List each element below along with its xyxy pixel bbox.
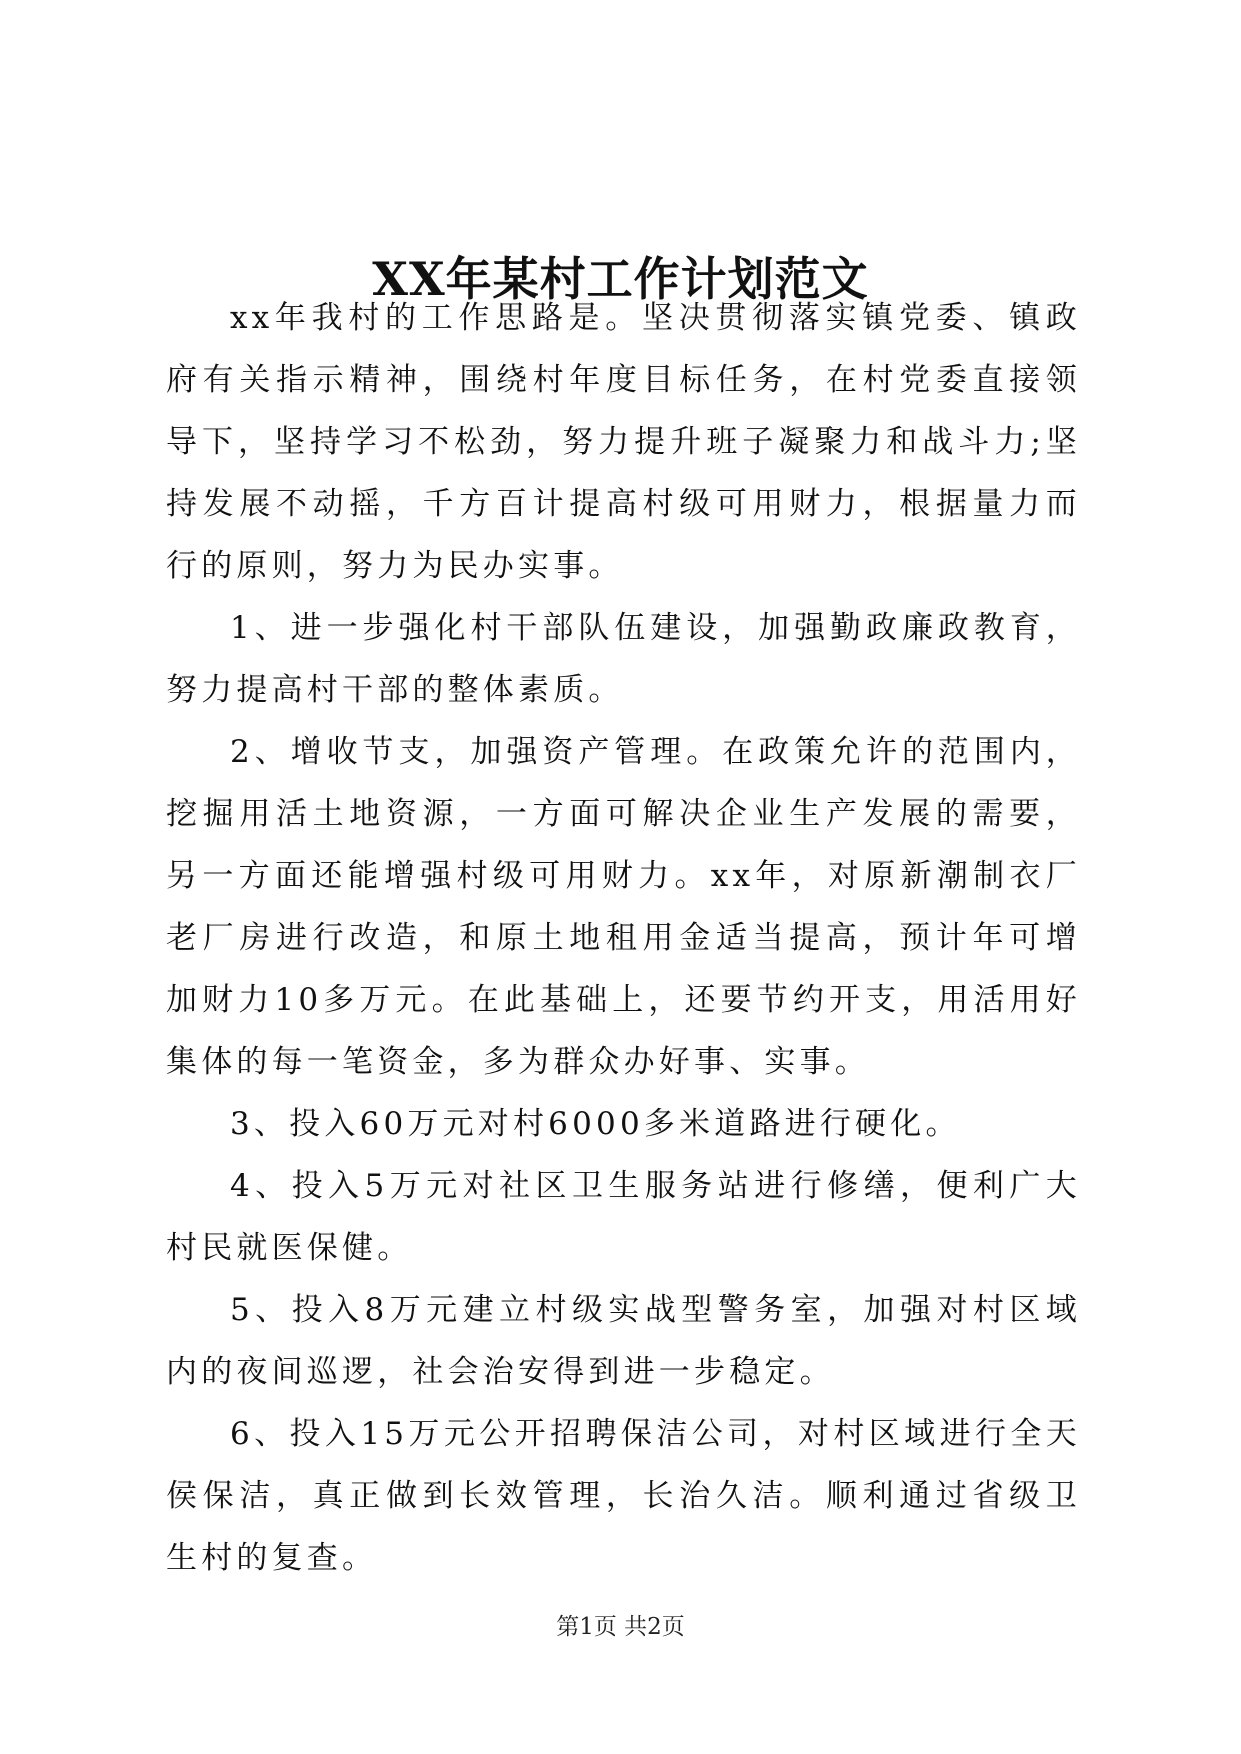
paragraph-item-4: 4、投入5万元对社区卫生服务站进行修缮，便利广大村民就医保健。 xyxy=(166,1168,1081,1266)
paragraph-item-3: 3、投入60万元对村6000多米道路进行硬化。 xyxy=(230,1106,961,1142)
document-title: XX年某村工作计划范文 xyxy=(372,251,869,306)
paragraph-item-1: 1、进一步强化村干部队伍建设，加强勤政廉政教育，努力提高村干部的整体素质。 xyxy=(166,610,1081,708)
paragraph-item-6: 6、投入15万元公开招聘保洁公司，对村区域进行全天侯保洁，真正做到长效管理，长治久洁。顺利通过省级卫生村的复查。 xyxy=(166,1416,1081,1576)
paragraph-item-5: 5、投入8万元建立村级实战型警务室，加强对村区域内的夜间巡逻，社会治安得到进一步稳定。 xyxy=(166,1292,1081,1390)
paragraph-item-2: 2、增收节支，加强资产管理。在政策允许的范围内，挖掘用活土地资源，一方面可解决企业生产发展的需要，另一方面还能增强村级可用财力。xx年，对原新潮制衣厂老厂房进行改造，和原土地租用金适当提高，预计年可增加财力10多万元。在此基础上，还要节约开支，用活用好集体的每一笔资金，多为群众办好事、实事。 xyxy=(166,734,1081,1080)
page-number-footer: 第1页 共2页 xyxy=(556,1614,685,1640)
document-body xyxy=(166,287,1081,1589)
paragraph-intro: xx年我村的工作思路是。坚决贯彻落实镇党委、镇政府有关指示精神，围绕村年度目标任务，在村党委直接领导下，坚持学习不松劲，努力提升班子凝聚力和战斗力;坚持发展不动摇，千方百计提高村级可用财力，根据量力而行的原则，努力为民办实事。 xyxy=(166,300,1081,584)
